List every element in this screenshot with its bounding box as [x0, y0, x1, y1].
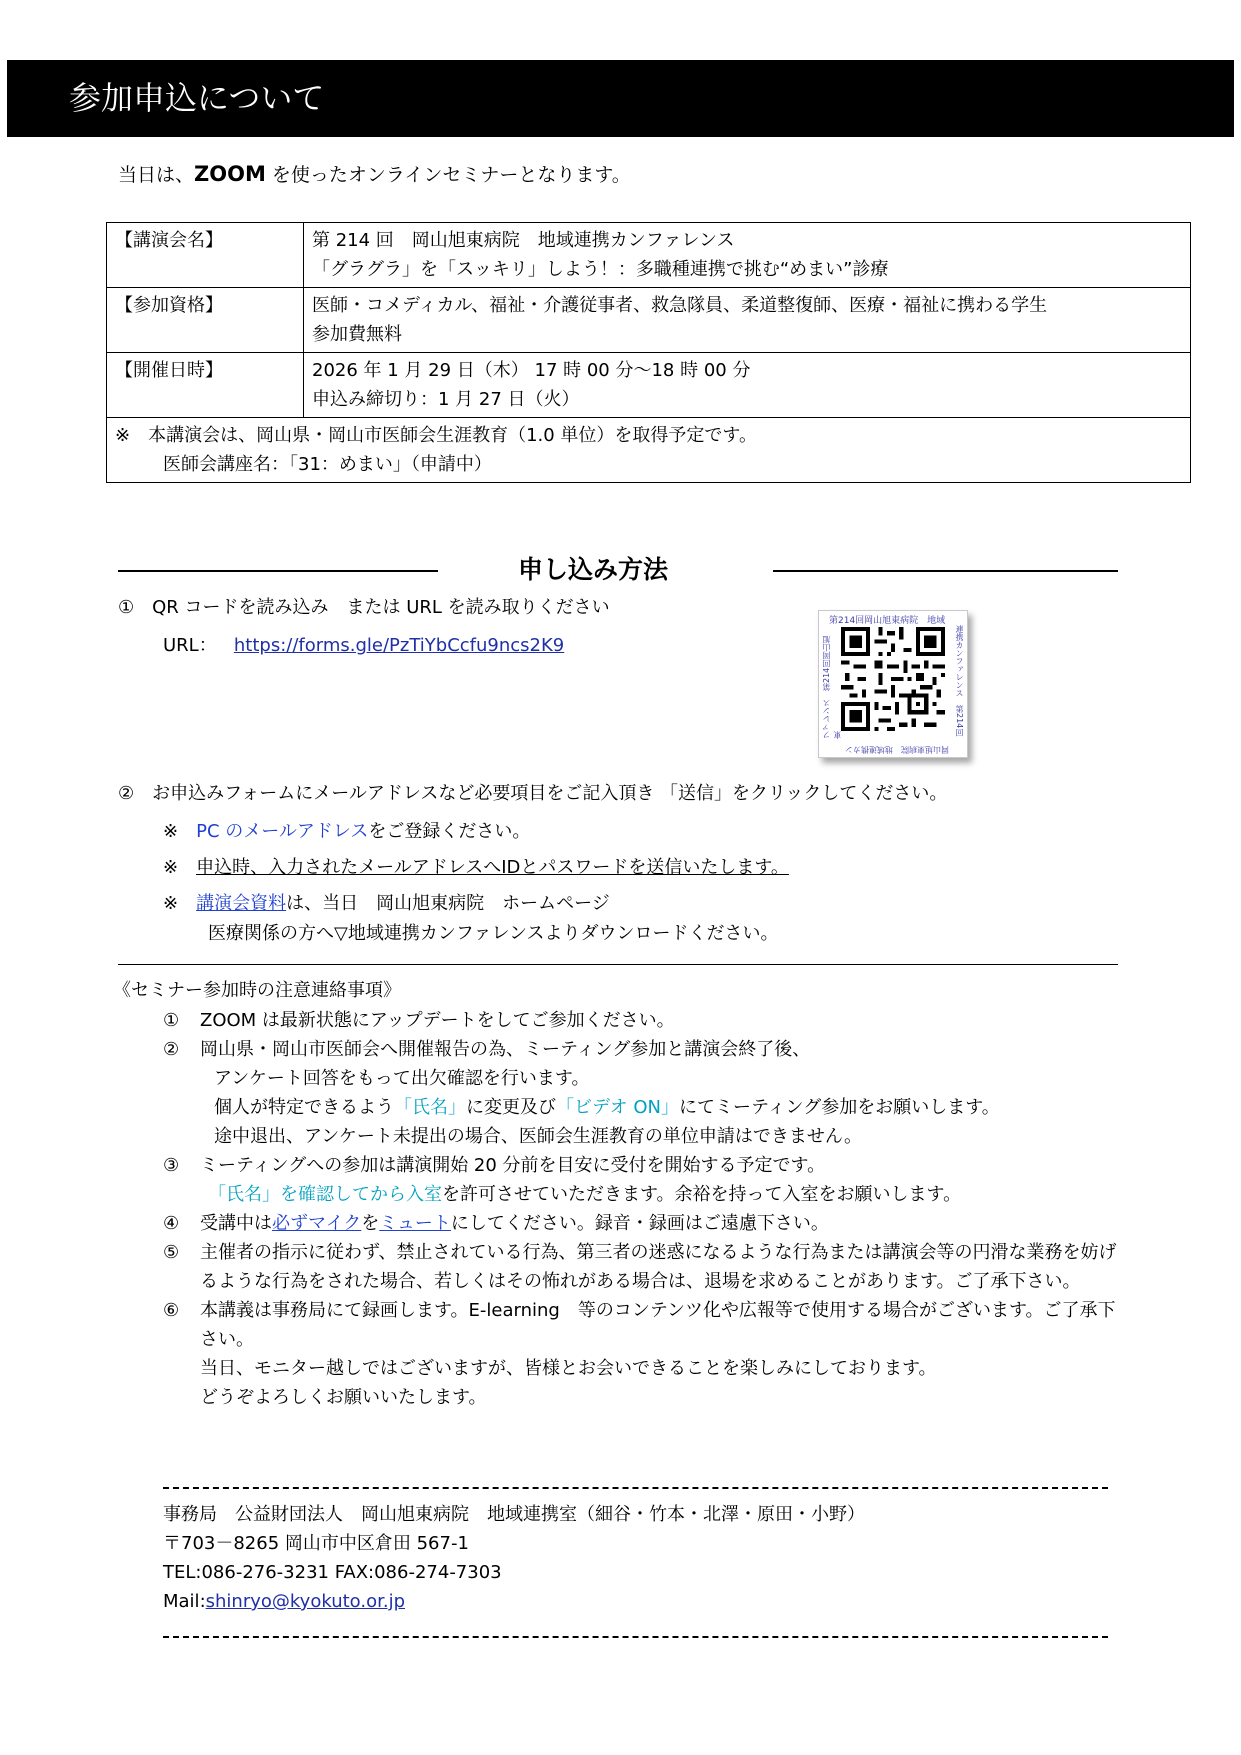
page-title: 参加申込について — [69, 79, 325, 117]
dashed-divider-top — [163, 1487, 1108, 1489]
video-on-highlight: 「ビデオ ON」 — [556, 1097, 679, 1118]
name-highlight: 「氏名」 — [394, 1097, 466, 1118]
qr-caption-bottom: 岡山旭東病院 地域連携カン — [845, 745, 949, 754]
intro-pre: 当日は、 — [118, 164, 195, 186]
method-note-3 — [163, 890, 610, 918]
form-url-link[interactable]: https://forms.gle/PzTiYbCcfu9ncs2K9 — [233, 635, 565, 656]
info-table — [106, 222, 1191, 483]
contact-block — [163, 1500, 865, 1616]
pc-email-text: PC のメールアドレス — [196, 821, 369, 842]
url-line — [163, 632, 564, 660]
item-number: ⑥ — [163, 1300, 180, 1321]
text-part: にしてください。録音・録画はご遠慮下さい。 — [450, 1213, 829, 1234]
text-part: に変更及び — [466, 1097, 556, 1118]
note-line2: 医師会講座名：「31：めまい」（申請中） — [163, 454, 492, 475]
list-item — [163, 1296, 1123, 1412]
notes-title: 《セミナー参加時の注意連絡事項》 — [113, 980, 401, 1001]
list-item — [163, 1209, 1123, 1238]
row-label: 【講演会名】 — [107, 223, 304, 288]
dashed-divider-bottom — [163, 1636, 1108, 1638]
mute-highlight: ミュート — [379, 1213, 451, 1234]
text-part: を許可させていただきます。余裕を持って入室をお願いします。 — [442, 1184, 962, 1205]
contact-office: 事務局 公益財団法人 岡山旭東病院 地域連携室（細谷・竹本・北澤・原田・小野） — [163, 1504, 865, 1525]
table-row-title — [107, 223, 1191, 288]
item-line: アンケート回答をもって出欠確認を行います。 — [214, 1068, 590, 1089]
url-label: URL： — [163, 635, 217, 656]
text-part: 受講中は — [200, 1213, 272, 1234]
method-note-1 — [163, 818, 530, 846]
table-row-note — [107, 418, 1191, 483]
item-line — [200, 1180, 1123, 1209]
list-item — [163, 1006, 1123, 1035]
item-text — [200, 1035, 1123, 1151]
intro-zoom: ZOOM — [194, 162, 266, 186]
item-text — [200, 1209, 1123, 1238]
id-password-note: 申込時、入力されたメールアドレスへIDとパスワードを送信いたします。 — [196, 857, 789, 878]
closing-line: どうぞよろしくお願いいたします。 — [200, 1387, 487, 1408]
item-line: 本講義は事務局にて録画します。E-learning 等のコンテンツ化や広報等で使用する場合がございます。ご了承下さい。 — [200, 1300, 1116, 1350]
note-mark: ※ — [163, 893, 197, 914]
note-line1: ※ 本講演会は、岡山県・岡山市医師会生涯教育（1.0 単位）を取得予定です。 — [115, 425, 757, 446]
method-note-3-line2: 医療関係の方へ▽地域連携カンファレンスよりダウンロードください。 — [208, 923, 779, 944]
lecture-materials-text: 講演会資料 — [196, 893, 287, 914]
note-mark: ※ — [163, 821, 197, 842]
qr-caption-right: 連携カンファレンス 第214回 — [955, 625, 964, 737]
mail-link[interactable]: shinryo@kyokuto.or.jp — [205, 1591, 406, 1612]
intro-post: を使ったオンラインセミナーとなります。 — [265, 164, 631, 186]
qr-caption-left: ファレンス 第214回岡山旭東 — [822, 635, 842, 739]
contact-phone: TEL:086-276-3231 FAX:086-274-7303 — [163, 1562, 502, 1583]
closing-line: 当日、モニター越しではございますが、皆様とお会いできることを楽しみにしております。 — [200, 1358, 937, 1379]
qr-code-icon — [841, 627, 945, 731]
text-part: 個人が特定できるよう — [214, 1097, 394, 1118]
item-number: ③ — [163, 1155, 180, 1176]
list-item — [163, 1238, 1123, 1296]
row-line1: 医師・コメディカル、福祉・介護従事者、救急隊員、柔道整復師、医療・福祉に携わる学生 — [312, 295, 1048, 316]
row-line2: 参加費無料 — [312, 324, 402, 345]
note-mark: ※ — [163, 857, 197, 878]
table-note — [107, 418, 1191, 483]
item-line: ミーティングへの参加は講演開始 20 分前を目安に受付を開始する予定です。 — [200, 1155, 826, 1176]
method-section-header — [118, 553, 1118, 587]
row-line2: 申込み締切り：1 月 27 日（火） — [312, 389, 580, 410]
qr-caption-top: 第214回岡山旭東病院 地域 — [829, 616, 946, 626]
divider — [118, 964, 1118, 965]
row-value — [304, 353, 1191, 418]
item-number: ⑤ — [163, 1242, 180, 1263]
list-item — [163, 1035, 1123, 1151]
section-rule-right — [773, 570, 1118, 572]
section-rule-left — [118, 570, 438, 572]
row-line1: 第 214 回 岡山旭東病院 地域連携カンファレンス — [312, 230, 735, 251]
note-rest: をご登録ください。 — [368, 821, 531, 842]
row-label: 【開催日時】 — [107, 353, 304, 418]
mic-highlight: 必ずマイク — [272, 1213, 362, 1234]
item-text: ZOOM は最新状態にアップデートをしてご参加ください。 — [200, 1010, 675, 1031]
mail-label: Mail: — [163, 1591, 206, 1612]
item-line — [200, 1093, 1123, 1122]
row-line1: 2026 年 1 月 29 日（木） 17 時 00 分～18 時 00 分 — [312, 360, 751, 381]
item-text: 主催者の指示に従わず、禁止されている行為、第三者の迷惑になるような行為または講演会等の円滑な業務を妨げるような行為をされた場合、若しくはその怖れがある場合は、退場を求めることがあります。ご了承下さい。 — [200, 1242, 1117, 1292]
method-title: 申し込み方法 — [518, 555, 669, 584]
item-line: 途中退出、アンケート未提出の場合、医師会生涯教育の単位申請はできません。 — [214, 1126, 862, 1147]
item-line: 岡山県・岡山市医師会へ開催報告の為、ミーティング参加と講演会終了後、 — [200, 1039, 811, 1060]
text-part: にてミーティング参加をお願いします。 — [679, 1097, 1000, 1118]
table-row-datetime — [107, 353, 1191, 418]
qr-code-card[interactable] — [818, 610, 968, 758]
row-label: 【参加資格】 — [107, 288, 304, 353]
row-value — [304, 288, 1191, 353]
item-text — [200, 1151, 1123, 1209]
table-row-eligibility — [107, 288, 1191, 353]
title-banner — [7, 60, 1234, 137]
row-line2: 「グラグラ」を「スッキリ」しよう！：多職種連携で挑む“めまい”診療 — [312, 259, 889, 280]
list-item — [163, 1151, 1123, 1209]
step2-text: ② お申込みフォームにメールアドレスなど必要項目をご記入頂き 「送信」をクリックしてください。 — [118, 783, 948, 804]
item-number: ④ — [163, 1213, 180, 1234]
method-note-2 — [163, 854, 789, 882]
row-value — [304, 223, 1191, 288]
item-number: ② — [163, 1039, 180, 1060]
contact-address: 〒703－8265 岡山市中区倉田 567-1 — [163, 1533, 469, 1554]
text-part: を — [361, 1213, 380, 1234]
check-name-highlight: 「氏名」を確認してから入室 — [208, 1184, 442, 1205]
item-text — [200, 1296, 1123, 1412]
notes-list — [163, 1006, 1123, 1412]
step1-text: ① QR コードを読み込み または URL を読み取りください — [118, 597, 610, 618]
item-number: ① — [163, 1010, 180, 1031]
intro-text — [118, 160, 631, 189]
note-rest: は、当日 岡山旭東病院 ホームページ — [286, 893, 610, 914]
contact-mail — [163, 1587, 865, 1616]
